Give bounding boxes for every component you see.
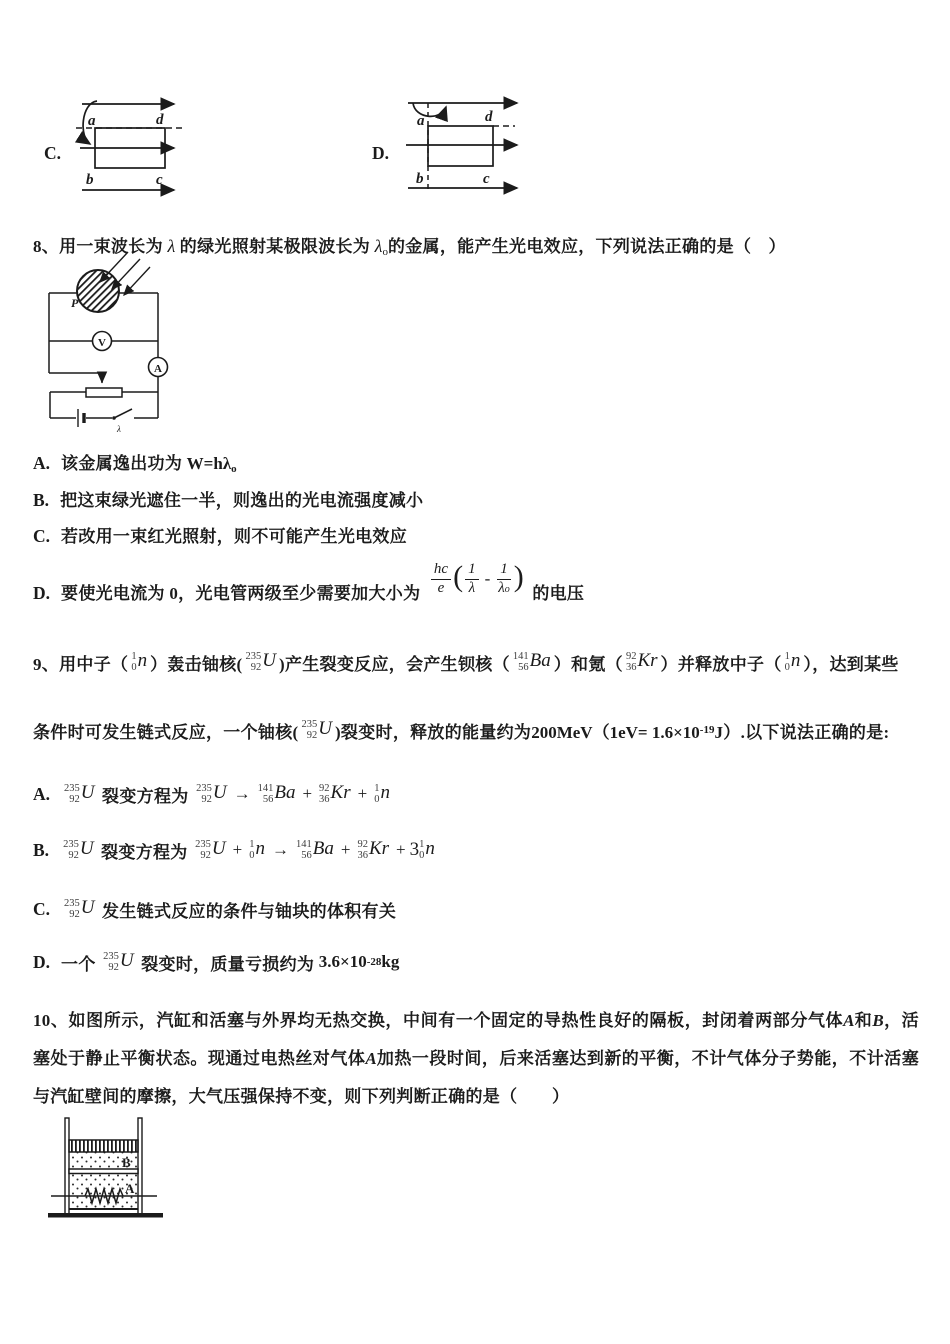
corner-c: c <box>156 172 163 188</box>
q9-stem-text: ）和氪（ <box>553 654 623 674</box>
q10-stem-text: 与汽缸壁间的摩擦，大气压强保持不变，则下列判断正确的是（ ） <box>33 1087 570 1106</box>
nuclide-z: 36 <box>319 794 330 805</box>
gas-a-label: A <box>125 1181 135 1196</box>
exponent: -28 <box>366 956 382 968</box>
nuclide-symbol: Ba <box>312 838 334 859</box>
ground-line <box>48 1213 163 1218</box>
switch-label: λ <box>117 424 121 434</box>
frac-numerator: 1 <box>497 561 511 579</box>
q9-option-b-letter: B. <box>33 839 50 860</box>
q8-option-d-text-pre: 要使光电流为 0，光电管两级至少需要加大小为 <box>61 584 425 603</box>
nuclide-z: 0 <box>374 794 380 805</box>
nuclide-mass: 235 <box>103 950 119 962</box>
q8-option-d-text-post: 的电压 <box>527 584 585 603</box>
option-d-label: D. <box>372 143 390 163</box>
nuclide-z: 0 <box>249 850 255 861</box>
work-function-subscript: o <box>231 463 237 475</box>
neutron-coefficient: 3 <box>409 839 420 860</box>
reaction-arrow: → <box>233 784 251 803</box>
lambda0-symbol: λ <box>374 236 383 256</box>
field-diagram-c <box>72 88 207 203</box>
q9-stem-text: J）.以下说法正确的是: <box>714 722 890 742</box>
plus-sign: + <box>396 840 406 859</box>
nuclide-symbol: U <box>211 838 226 859</box>
corner-c: c <box>483 171 490 187</box>
nuclide-ba141 <box>258 783 296 806</box>
frac-denominator <box>496 580 512 597</box>
nuclide-symbol: U <box>212 782 227 803</box>
q8-option-b-letter: B. <box>33 490 50 510</box>
nuclide-mass: 1 <box>249 838 255 850</box>
nuclide-z: 92 <box>306 730 318 741</box>
q10-stem-text: 塞处于静止平衡状态。现通过电热丝对气体 <box>33 1049 366 1068</box>
nuclide-ba141 <box>296 839 334 862</box>
q8-option-c <box>33 522 407 547</box>
nuclide-mass: 92 <box>625 650 637 662</box>
corner-d: d <box>156 112 164 128</box>
battery <box>78 409 84 427</box>
energy-value: 200MeV（1eV= 1.6×10 <box>531 722 700 742</box>
nuclide-symbol: n <box>425 838 435 859</box>
q9-stem-text: )产生裂变反应，会产生钡核（ <box>279 654 510 674</box>
nuclide-mass: 1 <box>374 782 380 794</box>
nuclide-z: 0 <box>131 662 137 673</box>
corner-b: b <box>416 171 424 187</box>
q9-option-d-text: 一个 <box>61 954 101 974</box>
corner-a: a <box>417 113 425 129</box>
nuclide-mass: 92 <box>357 838 368 850</box>
q8-stem-text-3: 的金属，能产生光电效应，下列说法正确的是（ ） <box>387 237 786 256</box>
nuclide-z: 56 <box>518 662 529 673</box>
q8-option-a <box>33 449 237 475</box>
q9-option-d <box>33 940 399 984</box>
nuclide-u235 <box>246 651 276 674</box>
nuclide-mass: 1 <box>419 838 425 850</box>
q10-stem-text: 加热一段时间，后来活塞达到新的平衡，不计气体分子势能，不计活塞 <box>376 1049 919 1068</box>
q9-stem-text: 条件时可发生链式反应，一个铀核( <box>33 722 299 742</box>
nuclide-symbol: Ba <box>529 650 551 671</box>
nuclide-u235 <box>63 839 93 862</box>
voltmeter <box>93 332 112 351</box>
gas-b-symbol: B <box>872 1011 884 1030</box>
nuclide-z: 92 <box>108 962 119 973</box>
q9-option-b-text: 裂变方程为 <box>96 842 193 862</box>
q9-stem-line1 <box>33 640 899 684</box>
nuclide-z: 92 <box>68 850 79 861</box>
nuclide-mass: 141 <box>512 650 529 662</box>
q9-stem-text: )裂变时，释放的能量约为 <box>334 722 532 742</box>
nuclide-mass: 235 <box>63 838 79 850</box>
phototube <box>77 270 119 312</box>
q8-option-d <box>33 552 584 606</box>
frac-denominator: e <box>437 579 445 596</box>
nuclide-kr92 <box>626 651 658 674</box>
gas-a-symbol: A <box>365 1049 377 1068</box>
gas-b-label: B <box>122 1155 131 1170</box>
nuclide-ba141 <box>513 651 551 674</box>
q9-option-a <box>33 772 393 816</box>
q8-option-c-letter: C. <box>33 526 51 546</box>
nuclide-symbol: U <box>79 838 94 859</box>
q8-option-c-text: 若改用一束红光照射，则不可能产生光电效应 <box>61 527 408 546</box>
nuclide-mass: 1 <box>784 650 790 662</box>
nuclide-symbol: Kr <box>637 650 658 671</box>
nuclide-u235 <box>64 783 94 806</box>
frac-1-lambda <box>465 561 479 597</box>
nuclide-symbol: n <box>137 650 148 671</box>
mass-defect-value: 3.6×10 <box>318 952 367 971</box>
work-function-formula: W=hλ <box>186 454 232 473</box>
nuclide-kr92 <box>319 783 351 806</box>
lambda-subscript: o <box>504 583 510 595</box>
nuclide-z: 92 <box>250 662 262 673</box>
nuclide-u235 <box>103 951 133 974</box>
q10-stem-text: 10、如图所示，汽缸和活塞与外界均无热交换，中间有一个固定的导热性良好的隔板，封闭着两部分气体 <box>33 1011 844 1030</box>
q8-stem-text-2: 的绿光照射某极限波长为 <box>175 237 375 256</box>
nuclide-symbol: Kr <box>368 838 390 859</box>
gas-a-symbol: A <box>843 1011 855 1030</box>
frac-numerator: hc <box>431 561 451 579</box>
nuclide-mass: 235 <box>64 782 80 794</box>
nuclide-symbol: U <box>262 650 277 671</box>
nuclide-u235 <box>195 839 225 862</box>
voltmeter-label: V <box>98 337 106 349</box>
q9-option-a-letter: A. <box>33 783 51 804</box>
nuclide-neutron <box>785 651 801 674</box>
nuclide-z: 92 <box>69 909 80 920</box>
nuclide-mass: 1 <box>131 650 137 662</box>
option-c-label: C. <box>44 143 62 163</box>
nuclide-symbol: U <box>318 718 332 739</box>
q9-option-d-letter: D. <box>33 951 51 972</box>
plus-sign: + <box>340 840 351 859</box>
reaction-arrow: → <box>271 840 289 859</box>
corner-d: d <box>485 109 493 125</box>
nuclide-mass: 141 <box>295 838 312 850</box>
nuclide-u235 <box>301 719 331 742</box>
right-paren: ) <box>513 560 524 593</box>
corner-b: b <box>86 172 94 188</box>
q10-stem-line2 <box>33 1044 919 1069</box>
frac-denominator: λ <box>468 579 476 596</box>
nuclide-mass: 141 <box>257 782 274 794</box>
nuclide-symbol: Kr <box>330 782 351 803</box>
nuclide-mass: 235 <box>196 782 212 794</box>
nuclide-z: 92 <box>200 850 211 861</box>
nuclide-neutron <box>419 839 435 862</box>
nuclide-z: 92 <box>69 794 80 805</box>
field-diagram-d <box>402 86 552 204</box>
nuclide-z: 0 <box>419 850 425 861</box>
nuclide-z: 0 <box>784 662 790 673</box>
frac-1-lambda0 <box>496 561 512 597</box>
q8-option-b-text: 把这束绿光遮住一半，则逸出的光电流强度减小 <box>60 491 424 510</box>
nuclide-symbol: U <box>119 950 134 971</box>
phototube-label: P <box>71 296 79 310</box>
q8-option-a-text: 该金属逸出功为 <box>61 454 187 473</box>
nuclide-symbol: U <box>80 897 95 918</box>
nuclide-kr92 <box>357 839 389 862</box>
minus-sign: - <box>484 569 491 588</box>
nuclide-mass: 235 <box>64 897 80 909</box>
nuclide-neutron <box>131 651 147 674</box>
nuclide-mass: 235 <box>301 718 318 730</box>
q9-option-d-text: 裂变时，质量亏损约为 <box>136 954 319 974</box>
nuclide-z: 56 <box>262 794 274 805</box>
photoelectric-circuit-diagram <box>38 250 223 450</box>
nuclide-z: 36 <box>357 850 368 861</box>
nuclide-symbol: n <box>380 782 390 803</box>
mass-unit: kg <box>381 952 400 971</box>
nuclide-symbol: n <box>255 838 265 859</box>
plus-sign: + <box>357 784 368 803</box>
q9-option-c-text: 发生链式反应的条件与铀块的体积有关 <box>97 901 397 921</box>
nuclide-symbol: U <box>80 782 95 803</box>
ammeter-label: A <box>154 363 162 375</box>
nuclide-z: 36 <box>625 662 637 673</box>
q10-stem-line1 <box>33 1006 919 1031</box>
nuclide-neutron <box>249 839 265 862</box>
loop-abcd <box>428 126 493 166</box>
q8-option-a-letter: A. <box>33 453 51 473</box>
plus-sign: + <box>302 784 313 803</box>
nuclide-mass: 235 <box>245 650 262 662</box>
nuclide-symbol: n <box>790 650 801 671</box>
q9-option-b <box>33 828 438 872</box>
q10-stem-line3 <box>33 1082 569 1107</box>
q8-stem-text-1: 8、用一束波长为 <box>33 237 168 256</box>
q9-option-c-letter: C. <box>33 898 51 919</box>
q9-option-c <box>33 887 396 931</box>
q9-stem-text: ），达到某些 <box>803 654 899 674</box>
q9-stem-text: ）并释放中子（ <box>660 654 782 674</box>
q9-stem-line2 <box>33 708 889 752</box>
nuclide-z: 56 <box>301 850 312 861</box>
cylinder-piston-diagram <box>35 1110 185 1222</box>
ammeter <box>149 358 168 377</box>
q10-stem-text: ，活 <box>883 1011 919 1030</box>
nuclide-symbol: Ba <box>274 782 296 803</box>
frac-hc-e <box>431 561 451 597</box>
nuclide-mass: 92 <box>319 782 330 794</box>
nuclide-mass: 235 <box>195 838 211 850</box>
nuclide-z: 92 <box>201 794 212 805</box>
q8-option-d-letter: D. <box>33 583 51 603</box>
rheostat-box <box>86 388 122 397</box>
nuclide-u235 <box>64 898 94 921</box>
lambda-symbol: λ <box>167 236 176 256</box>
stopping-voltage-formula <box>429 561 524 597</box>
lambda-symbol: λ <box>498 579 505 596</box>
q9-stem-text: ）轰击铀核( <box>150 654 243 674</box>
q9-option-a-text: 裂变方程为 <box>97 786 194 806</box>
q8-option-b <box>33 486 423 511</box>
nuclide-u235 <box>196 783 226 806</box>
switch <box>112 409 132 434</box>
q9-stem-text: 9、用中子（ <box>33 654 129 674</box>
plus-sign: + <box>232 840 243 859</box>
lambda0-subscript: o <box>382 246 388 258</box>
corner-a: a <box>88 113 96 129</box>
q10-stem-text: 和 <box>854 1011 873 1030</box>
frac-numerator: 1 <box>465 561 479 579</box>
exponent: -19 <box>699 724 715 736</box>
corner-labels <box>86 112 164 188</box>
piston <box>69 1140 138 1152</box>
left-paren: ( <box>453 560 464 593</box>
nuclide-neutron <box>374 783 390 806</box>
